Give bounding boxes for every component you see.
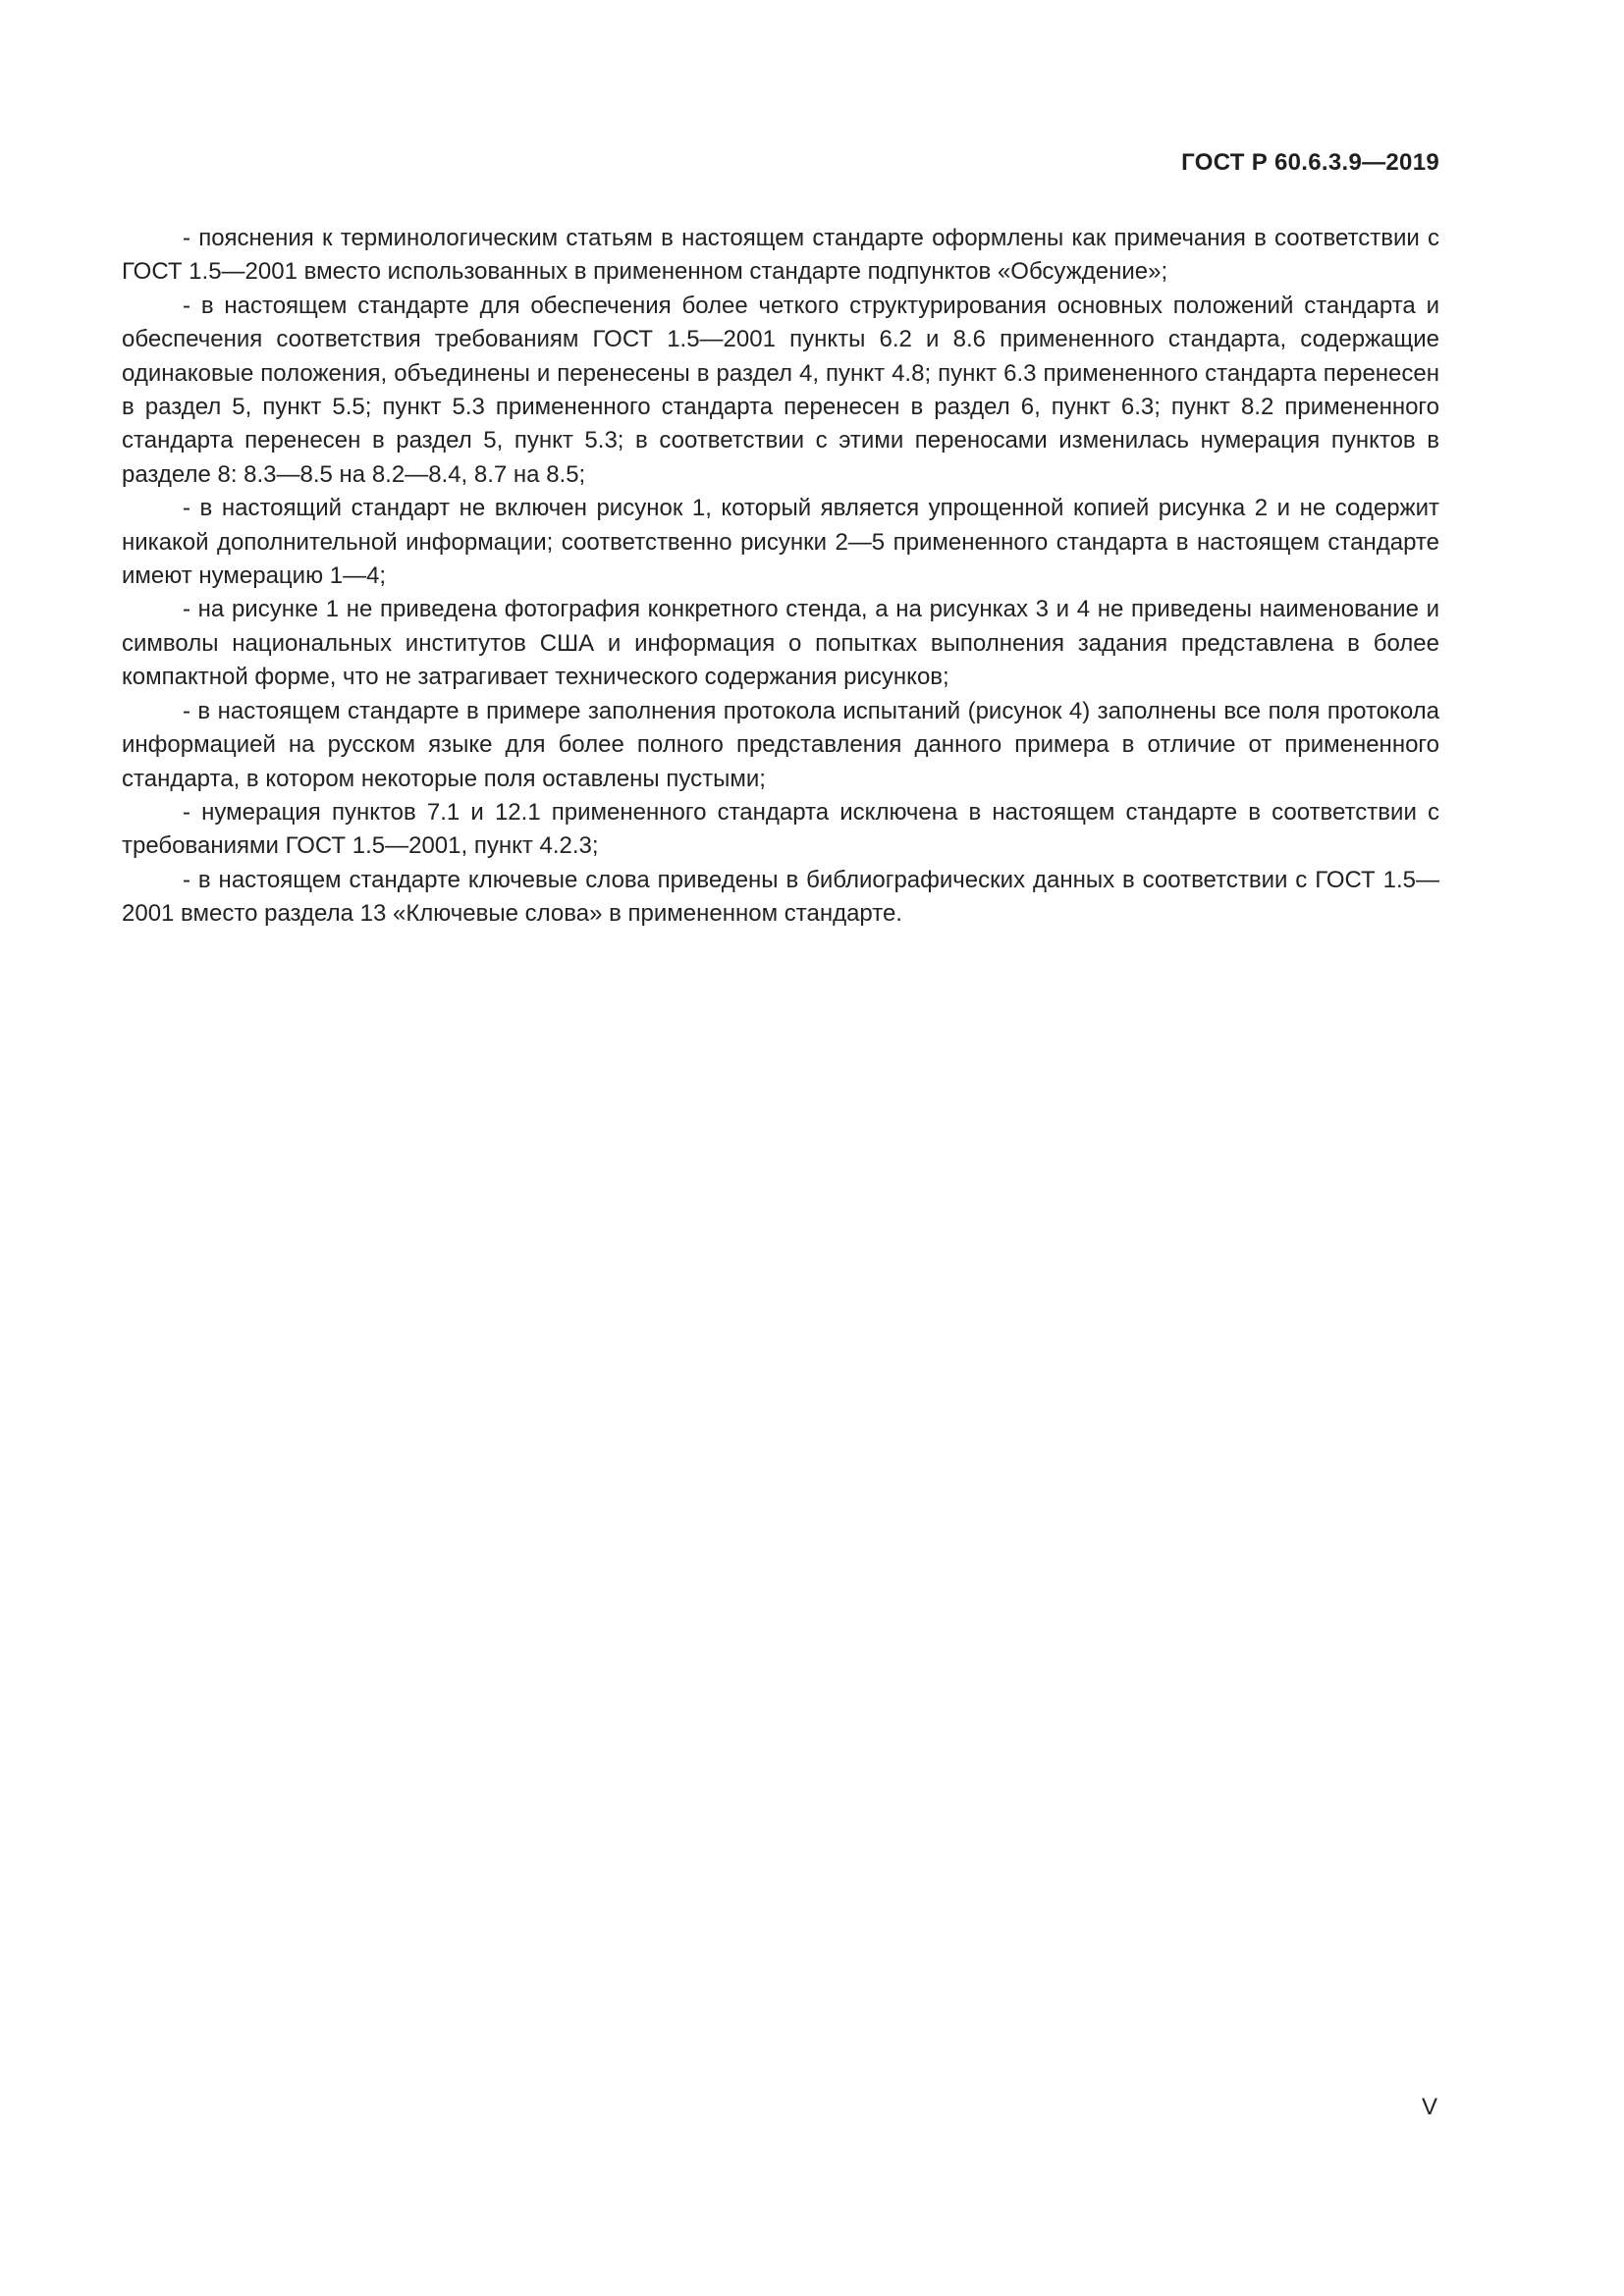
- document-code-header: ГОСТ Р 60.6.3.9—2019: [1181, 149, 1439, 176]
- body-text: [122, 222, 1439, 932]
- list-item: - нумерация пунктов 7.1 и 12.1 примененного стандарта исключена в настоящем стандарте в соответствии с требованиями ГОСТ 1.5—2001, пункт 4.2.3;: [122, 798, 1439, 860]
- list-item: - в настоящем стандарте ключевые слова приведены в библиографических данных в соответствии с ГОСТ 1.5—2001 вместо раздела 13 «Ключевые слова» в примененном стандарте.: [122, 866, 1439, 928]
- list-item: - в настоящий стандарт не включен рисунок 1, который является упрощенной копией рисунка 2 и не содержит никакой дополнительной информации; соответственно рисунки 2—5 примененного стандарта в настоящем стандарте имеют нумерацию 1—4;: [122, 495, 1439, 590]
- page-number: V: [1421, 2094, 1437, 2120]
- list-item: - пояснения к терминологическим статьям в настоящем стандарте оформлены как примечания в соответствии с ГОСТ 1.5—2001 вместо использованных в примененном стандарте подпунктов «Обсуждение»;: [122, 225, 1439, 286]
- list-item: - в настоящем стандарте в примере заполнения протокола испытаний (рисунок 4) заполнены все поля протокола информацией на русском языке для более полного представления данного примера в отличие от примененного стандарта, в котором некоторые поля оставлены пустыми;: [122, 697, 1439, 792]
- list-item: - в настоящем стандарте для обеспечения более четкого структурирования основных положений стандарта и обеспечения соответствия требованиям ГОСТ 1.5—2001 пункты 6.2 и 8.6 примененного стандарта, содержащие одинаковые положения, объединены и перенесены в раздел 4, пункт 4.8; пункт 6.3 примененного стандарта перенесен в раздел 5, пункт 5.5; пункт 5.3 примененного стандарта перенесен в раздел 6, пункт 6.3; пункт 8.2 примененного стандарта перенесен в раздел 5, пункт 5.3; в соответствии с этими переносами изменилась нумерация пунктов в разделе 8: 8.3—8.5 на 8.2—8.4, 8.7 на 8.5;: [122, 292, 1439, 488]
- list-item: - на рисунке 1 не приведена фотография конкретного стенда, а на рисунках 3 и 4 не приведены наименование и символы национальных институтов США и информация о попытках выполнения задания представлена в более компактной форме, что не затрагивает технического содержания рисунков;: [122, 596, 1439, 691]
